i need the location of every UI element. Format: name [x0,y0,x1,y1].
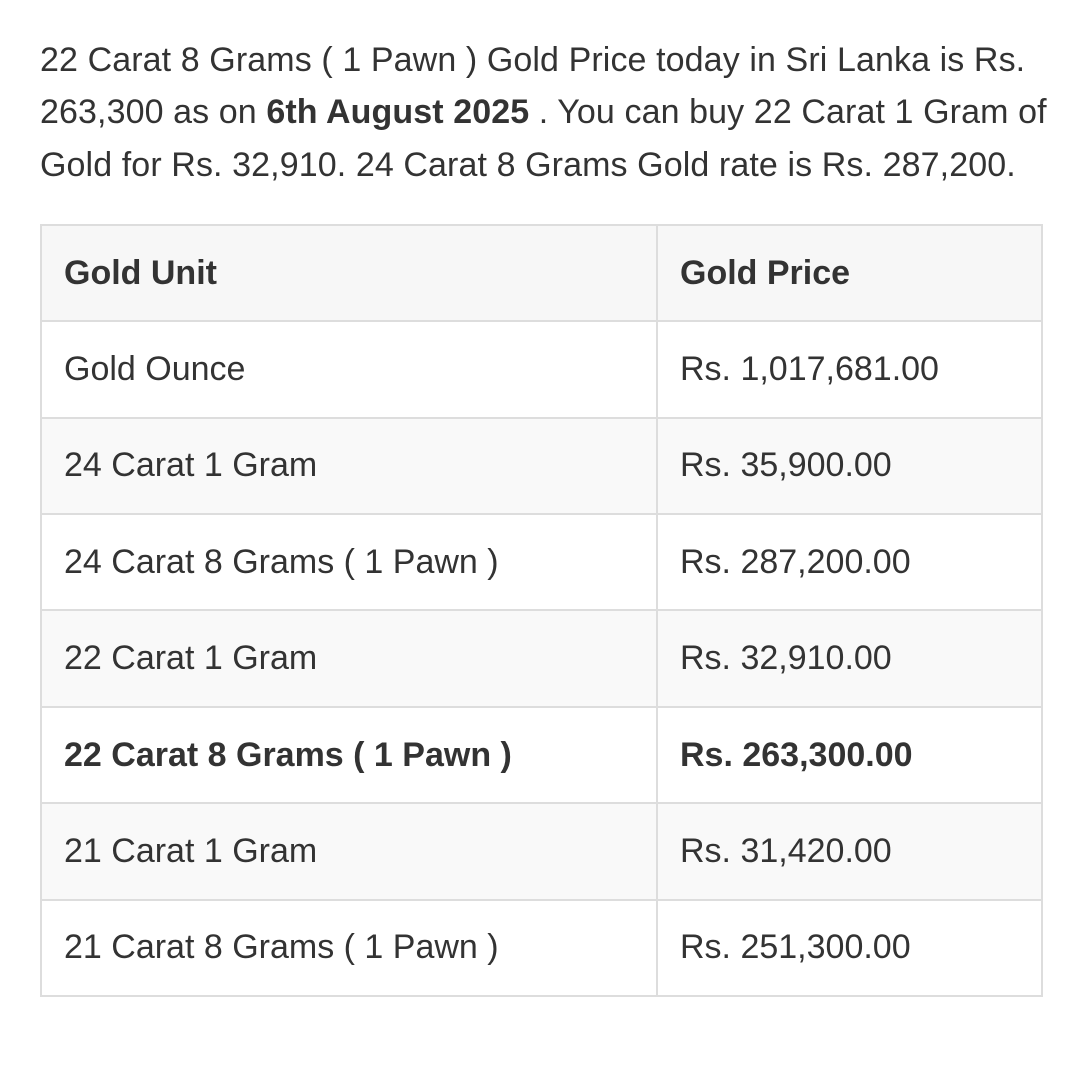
row-price: Rs. 1,017,681.00 [657,321,1042,417]
intro-paragraph [40,34,1050,191]
row-unit: 24 Carat 8 Grams ( 1 Pawn ) [41,514,657,610]
table-row [41,418,1042,514]
row-unit: Gold Ounce [41,321,657,417]
header-gold-unit: Gold Unit [41,225,657,321]
row-unit: 21 Carat 8 Grams ( 1 Pawn ) [41,900,657,996]
table-row-highlighted [41,707,1042,803]
table-row [41,321,1042,417]
row-price: Rs. 263,300.00 [657,707,1042,803]
header-gold-price: Gold Price [657,225,1042,321]
table-header-row [41,225,1042,321]
gold-price-table [40,224,1043,997]
table-row [41,610,1042,706]
row-unit: 22 Carat 1 Gram [41,610,657,706]
intro-text-part2: . You can buy 22 Carat 1 Gram of Gold for Rs. 32,910. 24 Carat 8 Grams Gold rate is Rs. 287,200. [40,93,1047,184]
row-price: Rs. 35,900.00 [657,418,1042,514]
intro-date: 6th August 2025 [266,93,530,132]
row-price: Rs. 32,910.00 [657,610,1042,706]
row-price: Rs. 251,300.00 [657,900,1042,996]
row-price: Rs. 31,420.00 [657,803,1042,899]
row-unit: 21 Carat 1 Gram [41,803,657,899]
row-unit: 24 Carat 1 Gram [41,418,657,514]
table-row [41,803,1042,899]
table-row [41,900,1042,996]
row-price: Rs. 287,200.00 [657,514,1042,610]
table-row [41,514,1042,610]
row-unit: 22 Carat 8 Grams ( 1 Pawn ) [41,707,657,803]
intro-text-part1: 22 Carat 8 Grams ( 1 Pawn ) Gold Price today in Sri Lanka is Rs. 263,300 as on [40,41,1026,132]
